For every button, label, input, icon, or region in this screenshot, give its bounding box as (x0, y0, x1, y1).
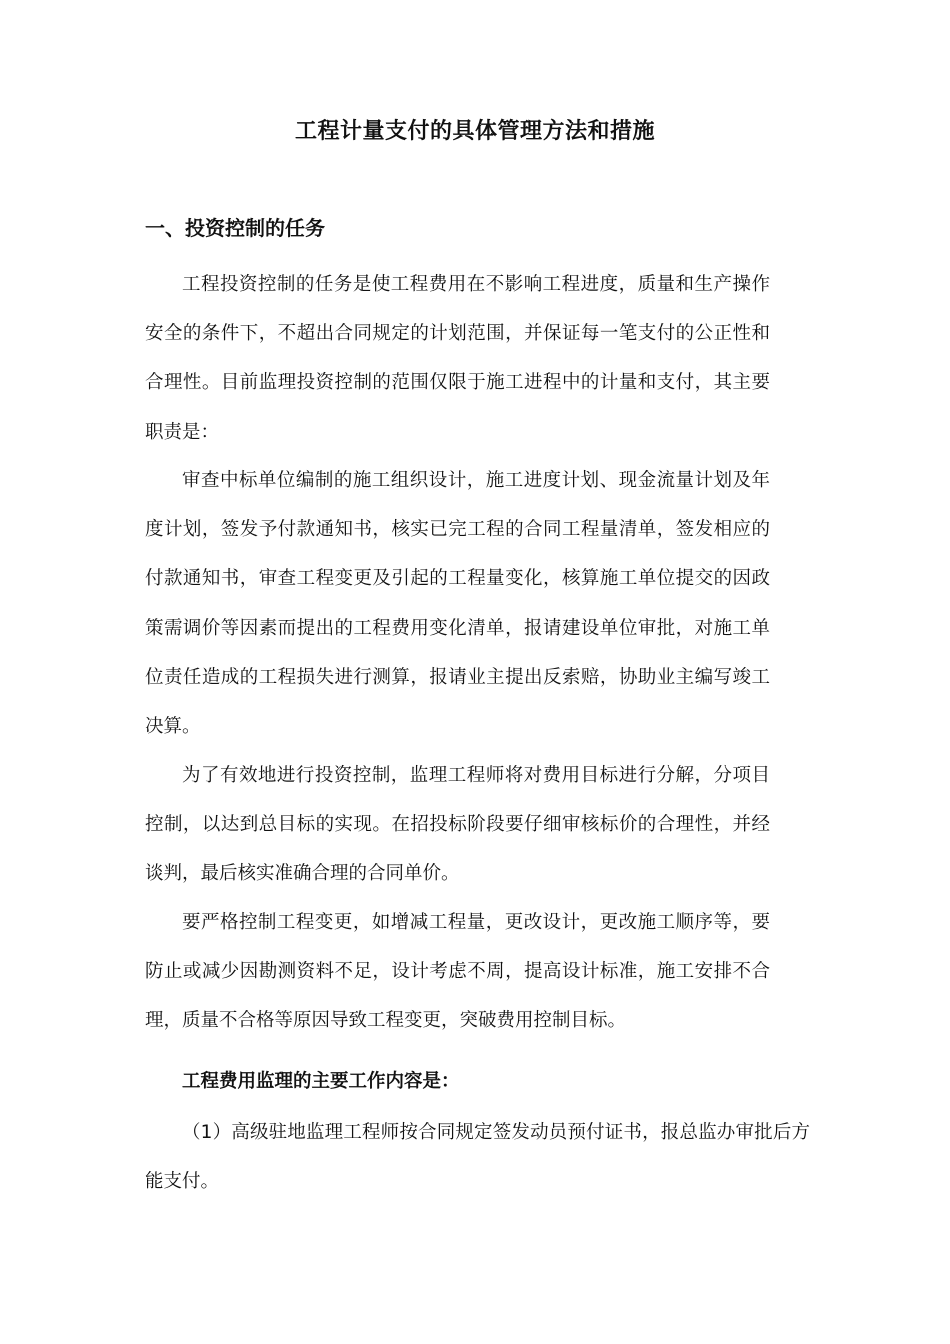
document-title: 工程计量支付的具体管理方法和措施 (294, 119, 655, 144)
list-item-1: （1）高级驻地监理工程师按合同规定签发动员预付证书，报总监办审批后方能支付。 (145, 1122, 810, 1193)
paragraph-change-control: 要严格控制工程变更，如增减工程量，更改设计，更改施工顺序等，要防止或减少因勘测资料不足，设计考虑不周，提高设计标准，施工安排不合理，质量不合格等原因导致工程变更，突破费用控制目标。 (145, 912, 770, 1032)
section-heading: 一、投资控制的任务 (145, 216, 325, 240)
paragraph-cost-breakdown: 为了有效地进行投资控制，监理工程师将对费用目标进行分解，分项目控制，以达到总目标的实现。在招投标阶段要仔细审核标价的合理性，并经谈判，最后核实准确合理的合同单价。 (145, 765, 770, 885)
paragraph-investment-task: 工程投资控制的任务是使工程费用在不影响工程进度，质量和生产操作安全的条件下，不超出合同规定的计划范围，并保证每一笔支付的公正性和合理性。目前监理投资控制的范围仅限于施工进程中的计量和支付，其主要职责是： (145, 274, 770, 443)
sub-heading: 工程费用监理的主要工作内容是： (182, 1071, 460, 1092)
paragraph-review-duties: 审查中标单位编制的施工组织设计，施工进度计划、现金流量计划及年度计划，签发予付款通知书，核实已完工程的合同工程量清单，签发相应的付款通知书，审查工程变更及引起的工程量变化，核算施工单位提交的因政策需调价等因素而提出的工程费用变化清单，报请建设单位审批，对施工单位责任造成的工程损失进行测算，报请业主提出反索赔，协助业主编写竣工决算。 (145, 470, 770, 738)
